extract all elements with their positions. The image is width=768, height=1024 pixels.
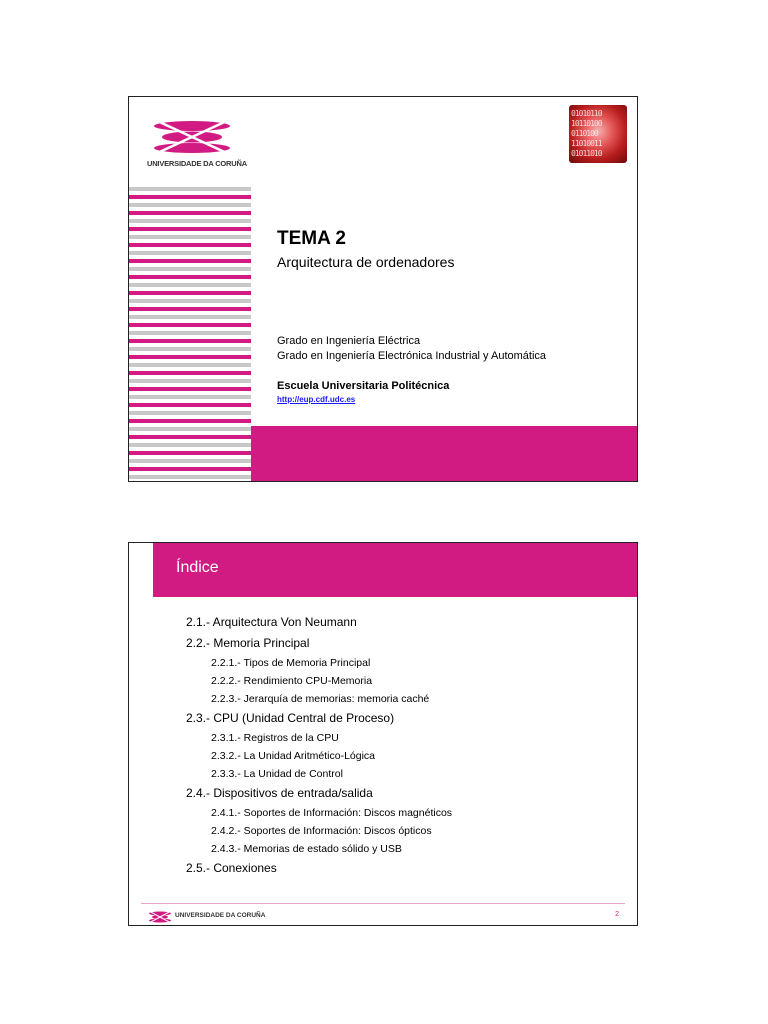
toc-item: 2.5.- Conexiones [186, 861, 277, 875]
stripe [129, 451, 251, 455]
stripe [129, 419, 251, 423]
stripe [129, 283, 251, 287]
toc-item: 2.2.- Memoria Principal [186, 636, 310, 650]
stripe [129, 459, 251, 463]
stripe [129, 371, 251, 375]
toc-subitem: 2.4.3.- Memorias de estado sólido y USB [211, 843, 402, 855]
title-slide [128, 96, 638, 482]
footer-pink-bar [251, 426, 637, 482]
stripe [129, 347, 251, 351]
stripe [129, 187, 251, 191]
toc-item: 2.3.- CPU (Unidad Central de Proceso) [186, 711, 395, 725]
stripe [129, 395, 251, 399]
degree-line-2: Grado en Ingeniería Electrónica Industrial y Automática [277, 350, 547, 362]
footer-logo-text: UNIVERSIDADE DA CORUÑA [175, 912, 266, 919]
stripe [129, 427, 251, 431]
toc-subitem: 2.3.1.- Registros de la CPU [211, 732, 339, 744]
stripe [129, 403, 251, 407]
toc-subitem: 2.4.1.- Soportes de Información: Discos magnéticos [211, 807, 453, 819]
footer-logo [147, 910, 266, 926]
toc-item: 2.4.- Dispositivos de entrada/salida [186, 786, 373, 800]
stripe [129, 211, 251, 215]
index-header-bar [153, 543, 637, 597]
stripe [129, 307, 251, 311]
university-logo-text: UNIVERSIDADE DA CORUÑA [147, 159, 247, 168]
stripe [129, 363, 251, 367]
toc-subitem: 2.2.1.- Tipos de Memoria Principal [211, 657, 371, 669]
university-emblem-icon [147, 115, 237, 159]
university-emblem-small-icon [147, 910, 173, 924]
stripe [129, 219, 251, 223]
stripe [129, 475, 251, 479]
degree-line-1: Grado en Ingeniería Eléctrica [277, 335, 421, 347]
school-name: Escuela Universitaria Politécnica [277, 380, 450, 392]
index-title: Índice [176, 559, 219, 576]
stripe [129, 299, 251, 303]
toc-subitem: 2.2.3.- Jerarquía de memorias: memoria caché [211, 693, 430, 705]
binary-code-image: 01010110 10110100 0110100 11010011 01011010 [569, 105, 627, 163]
slide-subtitle: Arquitectura de ordenadores [277, 254, 455, 270]
slide-title: TEMA 2 [277, 228, 346, 249]
stripe [129, 443, 251, 447]
index-slide [128, 542, 638, 926]
stripe [129, 203, 251, 207]
decorative-stripes [129, 187, 251, 481]
stripe [129, 435, 251, 439]
toc-subitem: 2.4.2.- Soportes de Información: Discos ópticos [211, 825, 432, 837]
footer-divider [141, 903, 625, 904]
stripe [129, 251, 251, 255]
stripe [129, 243, 251, 247]
stripe [129, 379, 251, 383]
stripe [129, 275, 251, 279]
stripe [129, 387, 251, 391]
stripe [129, 195, 251, 199]
university-logo [147, 115, 247, 175]
stripe [129, 339, 251, 343]
toc-subitem: 2.2.2.- Rendimiento CPU-Memoria [211, 675, 373, 687]
stripe [129, 467, 251, 471]
toc-subitem: 2.3.2.- La Unidad Aritmético-Lógica [211, 750, 376, 762]
school-url-link[interactable]: http://eup.cdf.udc.es [277, 395, 356, 404]
stripe [129, 355, 251, 359]
toc-subitem: 2.3.3.- La Unidad de Control [211, 768, 343, 780]
toc-item: 2.1.- Arquitectura Von Neumann [186, 615, 357, 629]
stripe [129, 267, 251, 271]
stripe [129, 291, 251, 295]
stripe [129, 331, 251, 335]
stripe [129, 411, 251, 415]
stripe [129, 315, 251, 319]
table-of-contents [186, 615, 452, 882]
stripe [129, 235, 251, 239]
stripe [129, 227, 251, 231]
page-number: 2 [615, 911, 619, 918]
stripe [129, 259, 251, 263]
stripe [129, 323, 251, 327]
